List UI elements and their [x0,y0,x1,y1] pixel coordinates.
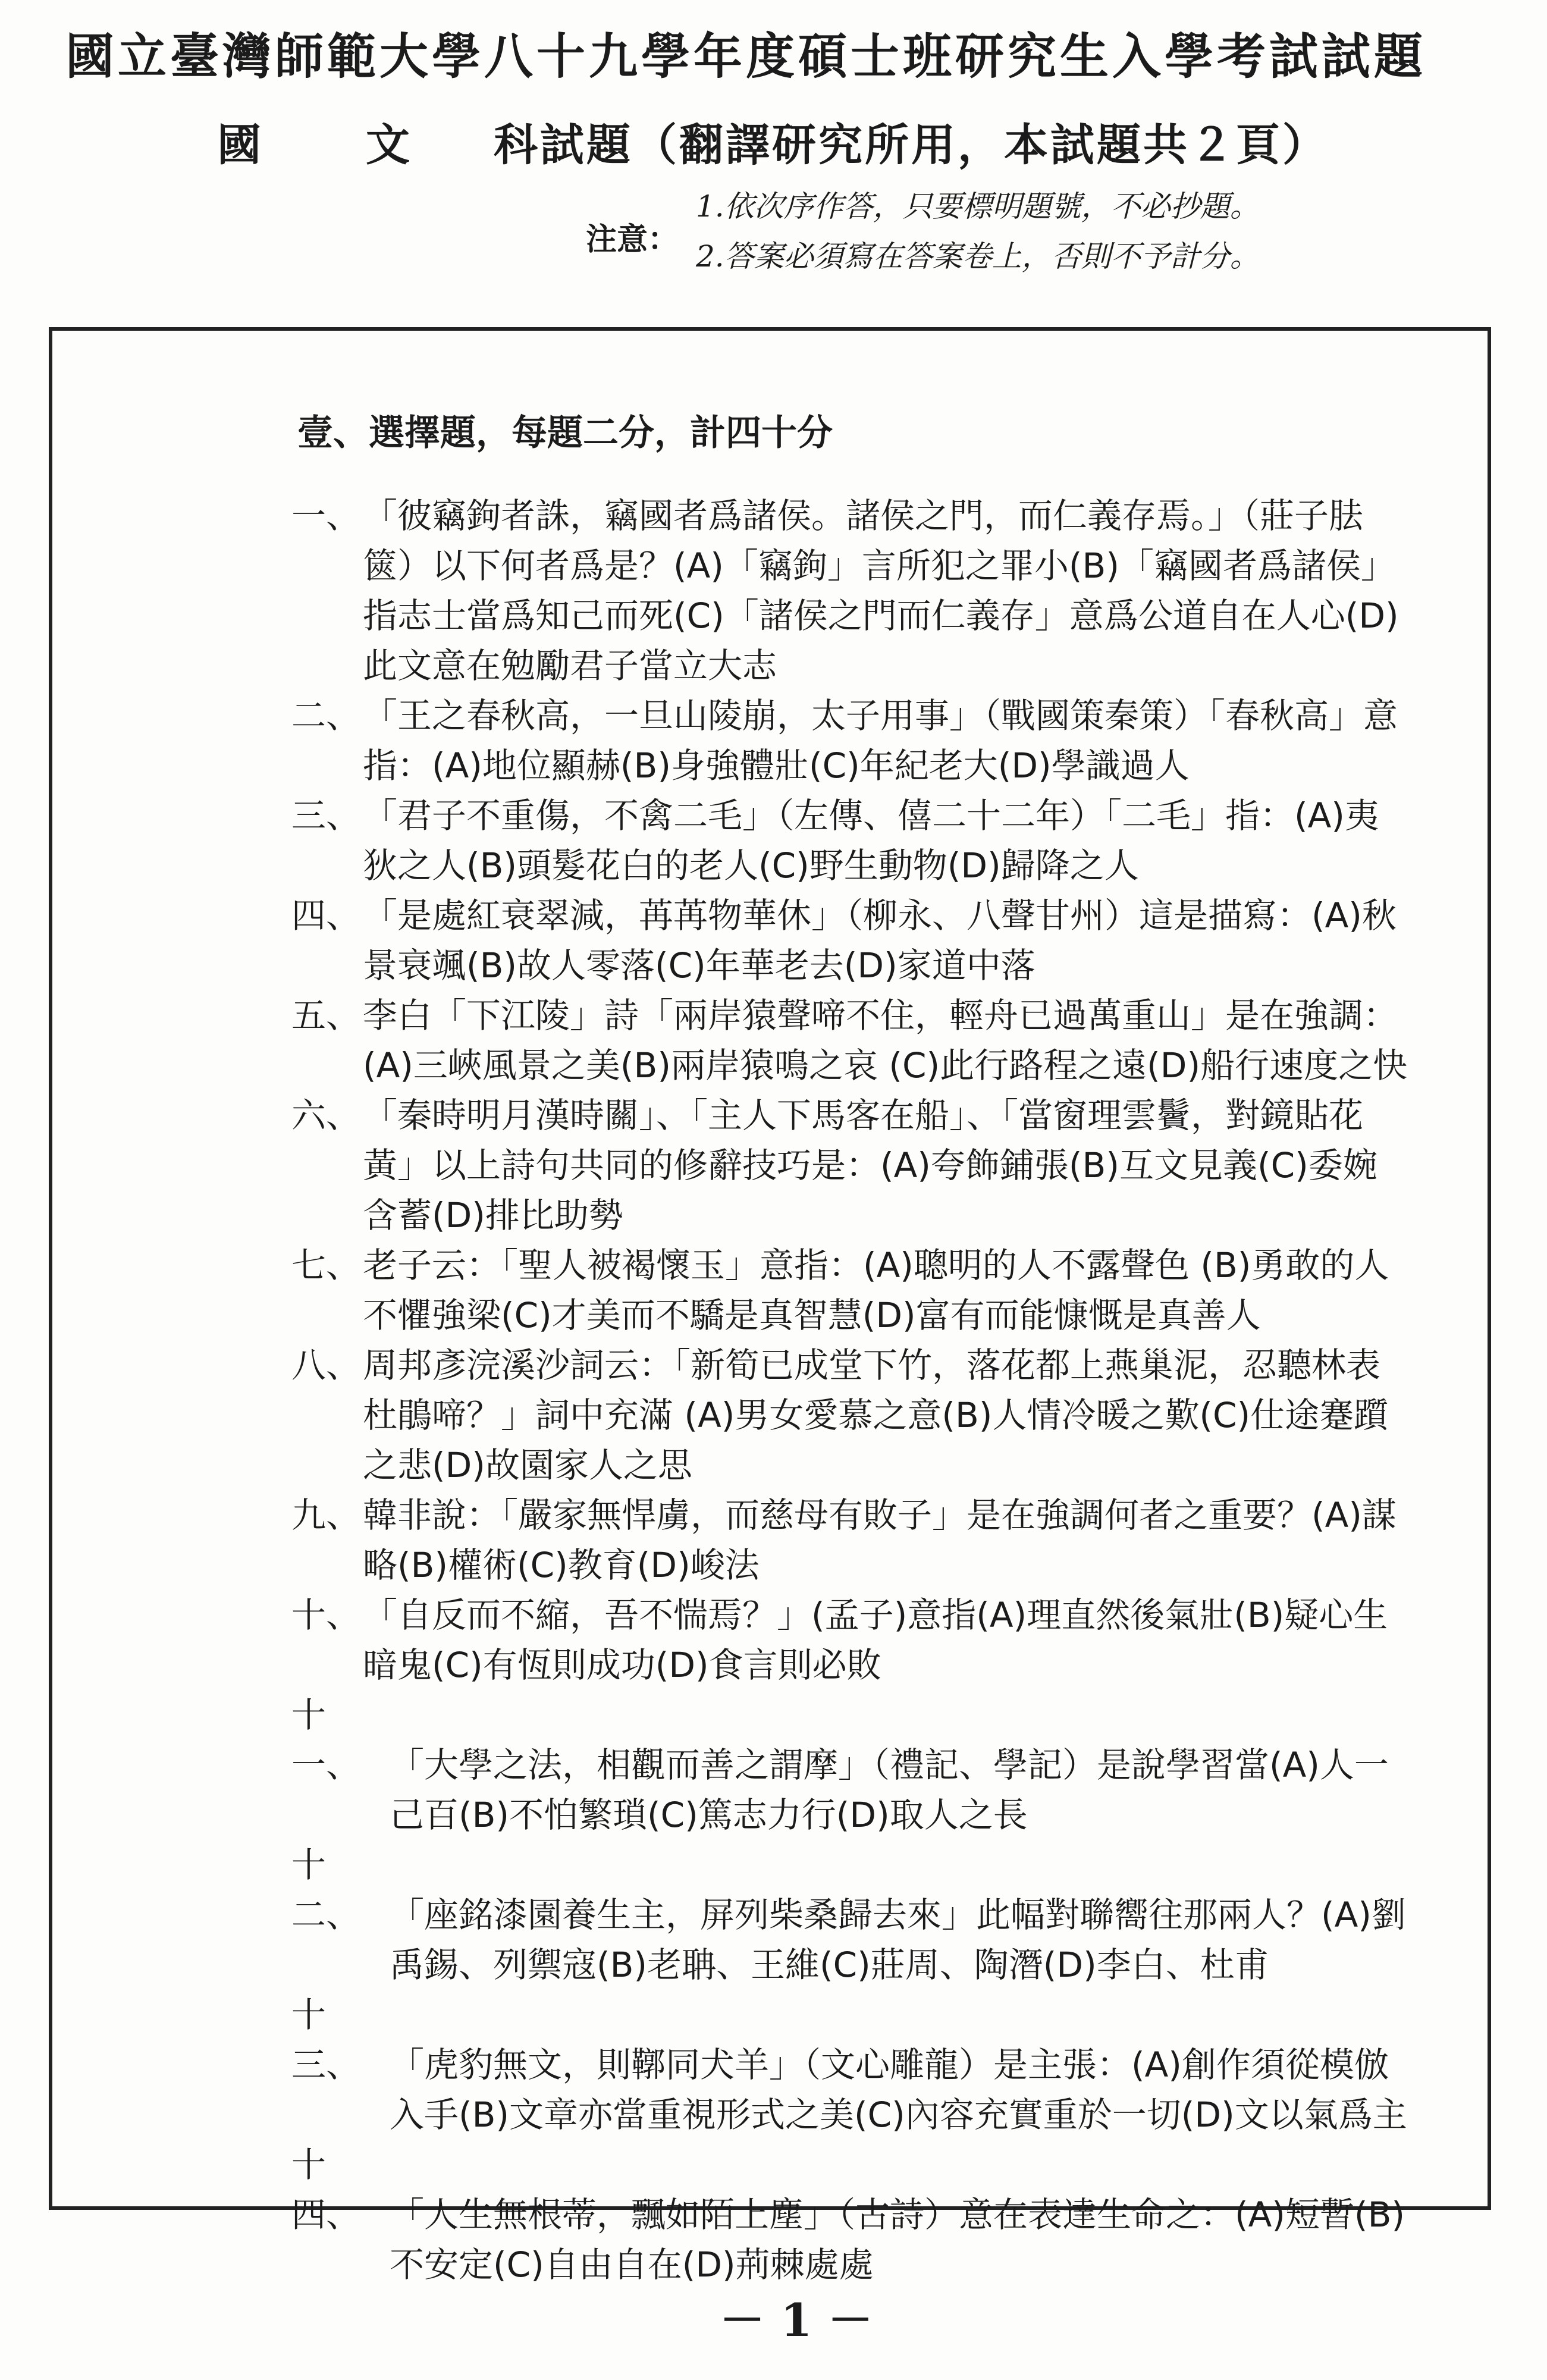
question-item [291,1340,1410,1490]
question-number: 十、 [291,1595,361,1635]
question-number: 四、 [291,895,361,936]
question-item [291,1840,1410,1990]
question-item [291,491,1410,691]
question-text: 「座銘漆園養生主，屏列柴桑歸去來」此幅對聯嚮往那兩人？(A)劉禹錫、列禦寇(B)老聃、王維(C)莊周、陶潛(D)李白、杜甫 [390,1895,1406,1985]
page-number: － 1 － [720,2294,873,2347]
exam-title: 國立臺灣師範大學八十九學年度碩士班研究生入學考試試題 [65,28,1427,85]
question-item [291,890,1410,990]
question-number: 三、 [291,795,361,836]
question-list [291,491,1410,2290]
note-item: 2.答案必須寫在答案卷上，否則不予計分。 [696,239,1260,274]
question-number: 九、 [291,1495,361,1535]
question-text: 「秦時明月漢時關」、「主人下馬客在船」、「當窗理雲鬢，對鏡貼花黃」以上詩句共同的修辭技巧是：(A)夸飾鋪張(B)互文見義(C)委婉含蓄(D)排比助勢 [363,1095,1377,1236]
question-number: 十一、 [291,1695,361,1785]
question-number: 七、 [291,1245,361,1285]
question-item [291,691,1410,791]
question-text: 「大學之法，相觀而善之謂摩」（禮記、學記）是說學習當(A)人一己百(B)不怕繁瑣(C)篤志力行(D)取人之長 [390,1745,1389,1835]
notes-list [696,181,1260,281]
question-number: 十四、 [291,2144,361,2235]
subject-title-part-2: 文 [366,120,410,171]
question-item [291,1990,1410,2140]
question-item [291,1590,1410,1690]
question-item [291,2140,1410,2290]
question-item [291,1240,1410,1340]
question-text: 韓非說：「嚴家無悍虜，而慈母有敗子」是在強調何者之重要？(A)謀略(B)權術(C)教育(D)峻法 [363,1495,1397,1585]
subject-title-part-3: 科試題（翻譯研究所用，本試題共２頁） [494,120,1329,171]
subject-title-part-1: 國 [217,120,261,171]
question-text: 「是處紅衰翠減，苒苒物華休」（柳永、八聲甘州）這是描寫：(A)秋景衰颯(B)故人零落(C)年華老去(D)家道中落 [363,895,1397,986]
question-text: 「彼竊鉤者誅，竊國者爲諸侯。諸侯之門，而仁義存焉。」（莊子胠篋）以下何者爲是？(A)「竊鉤」言所犯之罪小(B)「竊國者爲諸侯」指志士當爲知己而死(C)「諸侯之門而仁義存」意爲公道自在人心(D)此文意在勉勵君子當立大志 [363,496,1399,686]
question-item [291,1490,1410,1590]
question-text: 「自反而不縮，吾不惴焉？」(孟子)意指(A)理直然後氣壯(B)疑心生暗鬼(C)有恆則成功(D)食言則必敗 [363,1595,1388,1685]
question-text: 周邦彥浣溪沙詞云：「新筍已成堂下竹，落花都上燕巢泥，忍聽林表杜鵑啼？」詞中充滿 (A)男女愛慕之意(B)人情冷暖之歎(C)仕途蹇躓之悲(D)故園家人之思 [363,1345,1389,1485]
question-number: 一、 [291,496,361,536]
note-item: 1.依次序作答，只要標明題號，不必抄題。 [696,189,1260,224]
question-number: 八、 [291,1345,361,1385]
question-number: 六、 [291,1095,361,1136]
question-text: 「王之春秋高，一旦山陵崩，太子用事」（戰國策秦策）「春秋高」意指：(A)地位顯赫(B)身強體壯(C)年紀老大(D)學識過人 [363,695,1398,786]
question-text: 「人生無根蒂，飄如陌上塵」（古詩）意在表達生命之：(A)短暫(B)不安定(C)自由自在(D)荊棘處處 [390,2194,1405,2285]
notes-label: 注意： [586,221,679,258]
section-heading: 壹、選擇題，每題二分，計四十分 [297,412,833,454]
question-item [291,1090,1410,1240]
question-item [291,791,1410,890]
question-number: 五、 [291,995,361,1036]
question-text: 李白「下江陵」詩「兩岸猿聲啼不住，輕舟已過萬重山」是在強調：(A)三峽風景之美(B)兩岸猿鳴之哀 (C)此行路程之遠(D)船行速度之快 [363,995,1408,1086]
question-text: 老子云：「聖人被褐懷玉」意指：(A)聰明的人不露聲色 (B)勇敢的人不懼強梁(C)才美而不驕是真智慧(D)富有而能慷慨是真善人 [363,1245,1389,1335]
question-text: 「君子不重傷，不禽二毛」（左傳、僖二十二年）「二毛」指：(A)夷狄之人(B)頭髮花白的老人(C)野生動物(D)歸降之人 [363,795,1379,886]
question-number: 十三、 [291,1995,361,2085]
question-text: 「虎豹無文，則鞹同犬羊」（文心雕龍）是主張：(A)創作須從模倣入手(B)文章亦當重視形式之美(C)內容充實重於一切(D)文以氣爲主 [390,2045,1407,2135]
question-number: 十二、 [291,1845,361,1935]
question-item [291,990,1410,1090]
question-item [291,1690,1410,1840]
question-number: 二、 [291,695,361,736]
